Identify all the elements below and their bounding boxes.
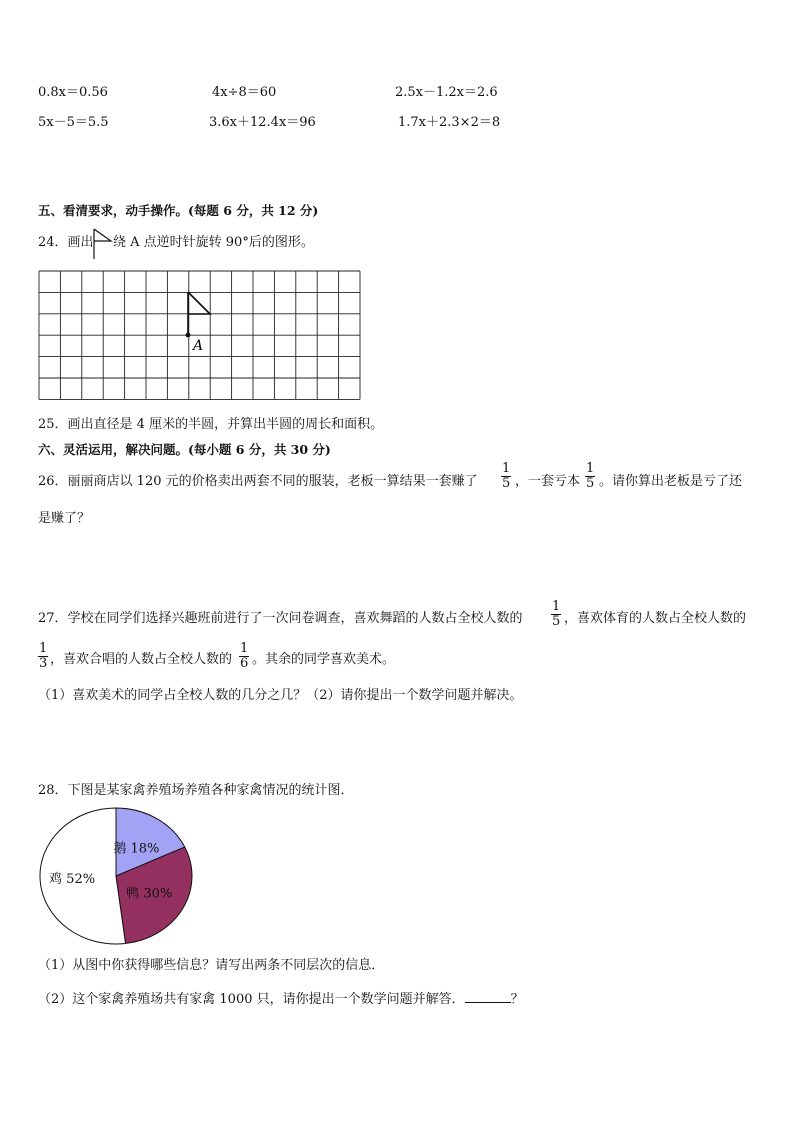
q27-fraction-2: $\frac{1}{3}$ — [39, 641, 48, 671]
q26-fraction-1: $\frac{1}{5}$ — [502, 461, 511, 491]
drawing-grid[interactable] — [38, 270, 361, 401]
q27-fraction-1: $\frac{1}{5}$ — [552, 599, 561, 629]
equation-5: 3.6x＋12.4x＝96 — [209, 115, 316, 130]
point-a — [186, 333, 191, 338]
q24-prefix: 24．画出 — [38, 235, 94, 250]
q28-sub2 — [38, 990, 524, 1008]
equation-6: 1.7x＋2.3×2＝8 — [398, 115, 501, 130]
q27-part2: ，喜欢体育的人数占全校人数的 — [564, 611, 747, 626]
q25-text: 25．画出直径是 4 厘米的半圆，并算出半圆的周长和面积。 — [38, 417, 384, 432]
q28-sub2-end: ？ — [510, 992, 524, 1007]
q26-line2: 是赚了？ — [38, 511, 91, 526]
q27-part3: ，喜欢合唱的人数占全校人数的 — [50, 652, 233, 667]
q27-part4: 。其余的同学喜欢美术。 — [252, 652, 396, 667]
q28-sub1: （1）从图中你获得哪些信息？请写出两条不同层次的信息． — [38, 958, 385, 973]
poultry-pie-chart — [38, 806, 198, 948]
q27-line3: （1）喜欢美术的同学占全校人数的几分之几？（2）请你提出一个数学问题并解决。 — [38, 688, 523, 703]
equation-3: 2.5x－1.2x＝2.6 — [395, 85, 498, 100]
q26-fraction-2: $\frac{1}{5}$ — [586, 461, 595, 491]
answer-blank[interactable] — [465, 990, 511, 1003]
q28-sub2-text: （2）这个家禽养殖场共有家禽 1000 只，请你提出一个数学问题并解答． — [38, 992, 465, 1007]
q26-part1: 26．丽丽商店以 120 元的价格卖出两套不同的服装，老板一算结果一套赚了 — [38, 474, 478, 489]
equation-4: 5x－5＝5.5 — [38, 115, 109, 130]
pie-label-2: 鸡 52% — [49, 872, 96, 888]
q27-fraction-3: $\frac{1}{6}$ — [240, 641, 249, 671]
section6-heading: 六、灵活运用，解决问题。(每小题 6 分，共 30 分) — [38, 442, 331, 457]
point-a-label: A — [193, 338, 204, 354]
q28-title: 28．下图是某家禽养殖场养殖各种家禽情况的统计图． — [38, 783, 354, 798]
pie-label-0: 鹅 18% — [113, 841, 160, 857]
q26-part3: 。请你算出老板是亏了还 — [599, 474, 743, 489]
flag-shape-icon — [91, 228, 113, 260]
pie-label-1: 鸭 30% — [126, 886, 173, 902]
equation-2: 4x÷8＝60 — [212, 85, 277, 100]
q27-part1: 27．学校在同学们选择兴趣班前进行了一次问卷调查，喜欢舞蹈的人数占全校人数的 — [38, 611, 523, 626]
q26-part2: ，一套亏本 — [515, 474, 581, 489]
equation-1: 0.8x＝0.56 — [38, 85, 108, 100]
flag-triangle — [188, 292, 210, 314]
section5-heading: 五、看清要求，动手操作。(每题 6 分，共 12 分) — [38, 203, 319, 218]
q24-suffix: 绕 A 点逆时针旋转 90°后的图形。 — [113, 235, 314, 250]
